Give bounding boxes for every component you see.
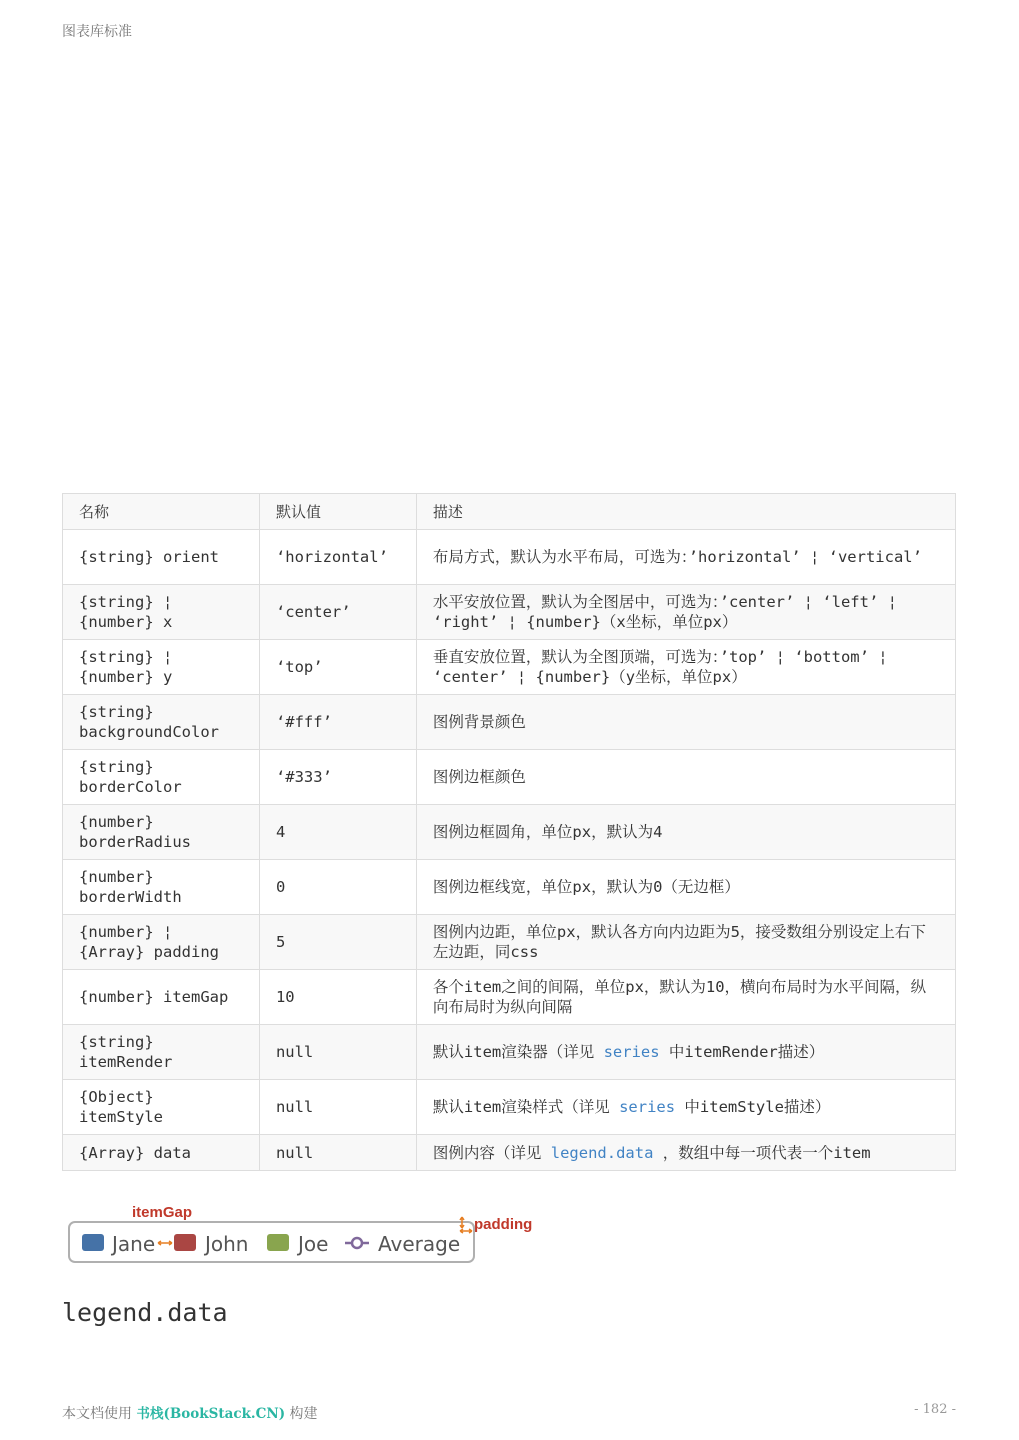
cell-name: {Array} data <box>63 1135 260 1171</box>
cell-desc: 图例背景颜色 <box>416 695 955 750</box>
cell-default: 5 <box>259 915 416 970</box>
table-row <box>63 695 956 750</box>
table-row <box>63 1025 956 1080</box>
cell-default: ‘center’ <box>259 585 416 640</box>
cell-default: null <box>259 1135 416 1171</box>
table-header-row <box>63 494 956 530</box>
cell-name: {string} itemRender <box>63 1025 260 1080</box>
cell-name: {string} ¦ {number} y <box>63 640 260 695</box>
options-table <box>62 493 956 1171</box>
cell-default: 0 <box>259 860 416 915</box>
cell-desc: 图例边框圆角，单位px，默认为4 <box>416 805 955 860</box>
table-row <box>63 970 956 1025</box>
cell-default: null <box>259 1025 416 1080</box>
cell-desc: 布局方式，默认为水平布局，可选为：’horizontal’ ¦ ‘vertical’ <box>416 530 955 585</box>
table-row <box>63 860 956 915</box>
footer-prefix: 本文档使用 <box>62 1406 137 1422</box>
cell-default: ‘horizontal’ <box>259 530 416 585</box>
cell-name: {Object} itemStyle <box>63 1080 260 1135</box>
desc-text: 图例内容（详见 <box>432 1143 551 1162</box>
cell-name: {number} borderRadius <box>63 805 260 860</box>
jane-label: Jane <box>112 1232 156 1256</box>
table-row <box>63 915 956 970</box>
table-row <box>63 1135 956 1171</box>
cell-desc <box>416 1135 955 1171</box>
cell-default: 10 <box>259 970 416 1025</box>
bookstack-link[interactable]: 书栈(BookStack.CN) <box>136 1406 286 1422</box>
table-row <box>63 585 956 640</box>
cell-desc: 垂直安放位置，默认为全图顶端，可选为：’top’ ¦ ‘bottom’ ¦ ‘center’ ¦ {number}（y坐标，单位px） <box>416 640 955 695</box>
cell-name: {string} borderColor <box>63 750 260 805</box>
cell-desc: 各个item之间的间隔，单位px，默认为10，横向布局时为水平间隔，纵向布局时为纵向间隔 <box>416 970 955 1025</box>
padding-label: padding <box>474 1216 533 1233</box>
cell-desc: 图例边框颜色 <box>416 750 955 805</box>
john-label: John <box>205 1232 249 1256</box>
cell-desc: 图例内边距，单位px，默认各方向内边距为5，接受数组分别设定上右下左边距，同css <box>416 915 955 970</box>
cell-name: {string} orient <box>63 530 260 585</box>
cell-default: 4 <box>259 805 416 860</box>
col-header-default: 默认值 <box>259 494 416 530</box>
desc-text: 中itemStyle描述） <box>675 1098 831 1116</box>
cell-desc <box>416 1025 955 1080</box>
cell-desc <box>416 1080 955 1135</box>
jane-swatch <box>82 1234 104 1251</box>
average-marker-icon <box>352 1238 362 1248</box>
table-row <box>63 805 956 860</box>
table-row <box>63 1080 956 1135</box>
average-label: Average <box>378 1232 461 1256</box>
table-row <box>63 530 956 585</box>
desc-text: 默认item渲染器（详见 <box>432 1043 604 1061</box>
cell-default: ‘#fff’ <box>259 695 416 750</box>
cell-default: null <box>259 1080 416 1135</box>
table-row <box>63 750 956 805</box>
cell-name: {number} borderWidth <box>63 860 260 915</box>
cell-name: {string} backgroundColor <box>63 695 260 750</box>
table-row <box>63 640 956 695</box>
item-gap-label: itemGap <box>132 1204 193 1221</box>
cell-name: {number} itemGap <box>63 970 260 1025</box>
cell-desc: 图例边框线宽，单位px，默认为0（无边框） <box>416 860 955 915</box>
footer-credit <box>62 1402 318 1423</box>
footer-suffix: 构建 <box>285 1406 318 1422</box>
page-header: 图表库标准 <box>62 24 132 40</box>
desc-text: 中itemRender描述） <box>659 1043 825 1061</box>
cell-default: ‘#333’ <box>259 750 416 805</box>
cell-default: ‘top’ <box>259 640 416 695</box>
series-link[interactable]: series <box>619 1098 676 1116</box>
cell-name: {string} ¦ {number} x <box>63 585 260 640</box>
desc-text: 默认item渲染样式（详见 <box>432 1098 620 1116</box>
legend-example-figure <box>66 1200 546 1270</box>
john-swatch <box>174 1234 196 1251</box>
col-header-desc: 描述 <box>416 494 955 530</box>
legend-data-link[interactable]: legend.data <box>550 1143 654 1162</box>
joe-swatch <box>267 1234 289 1251</box>
col-header-name: 名称 <box>63 494 260 530</box>
cell-desc: 水平安放位置，默认为全图居中，可选为：’center’ ¦ ‘left’ ¦ ‘right’ ¦ {number}（x坐标，单位px） <box>416 585 955 640</box>
joe-label: Joe <box>298 1232 329 1256</box>
section-title: legend.data <box>62 1298 228 1327</box>
desc-text: ，数组中每一项代表一个item <box>653 1143 871 1162</box>
cell-name: {number} ¦ {Array} padding <box>63 915 260 970</box>
page-number: - 182 - <box>914 1402 956 1417</box>
series-link[interactable]: series <box>603 1043 660 1061</box>
